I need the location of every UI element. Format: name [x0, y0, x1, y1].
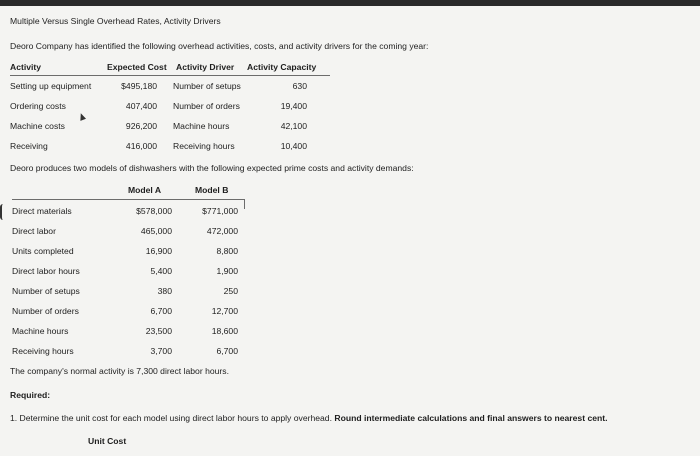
normal-activity-text: The company's normal activity is 7,300 direct labor hours. [10, 366, 229, 376]
model-b-value: 250 [223, 286, 238, 296]
activity-name: Machine costs [10, 121, 65, 131]
header-expected-cost: Expected Cost [107, 62, 167, 72]
model-b-value: 12,700 [211, 306, 238, 316]
models-intro-text: Deoro produces two models of dishwashers with the following expected prime costs and activity demands: [10, 163, 414, 173]
activity-capacity: 10,400 [280, 141, 307, 151]
header-activity-capacity: Activity Capacity [247, 62, 317, 72]
question-main: 1. Determine the unit cost for each model using direct labor hours to apply overhead. [10, 413, 332, 423]
activity-cost: 416,000 [125, 141, 157, 151]
activity-header-rule [10, 75, 330, 76]
model-a-value: 6,700 [150, 306, 172, 316]
activity-cost: 926,200 [125, 121, 157, 131]
header-model-b: Model B [195, 185, 229, 195]
model-b-value: $771,000 [202, 206, 238, 216]
activity-capacity: 42,100 [280, 121, 307, 131]
page-title: Multiple Versus Single Overhead Rates, Activity Drivers [10, 16, 221, 26]
unit-cost-label: Unit Cost [88, 436, 127, 446]
model-row-label: Units completed [12, 246, 74, 256]
model-row-label: Number of orders [12, 306, 79, 316]
activity-cost: 407,400 [125, 101, 157, 111]
activity-name: Ordering costs [10, 101, 66, 111]
header-activity-driver: Activity Driver [176, 62, 235, 72]
left-edge-mark [0, 204, 5, 220]
model-a-value: 3,700 [150, 346, 172, 356]
models-header-tick [244, 199, 245, 209]
activity-capacity: 19,400 [280, 101, 307, 111]
header-activity: Activity [10, 62, 42, 72]
model-a-value: 16,900 [145, 246, 172, 256]
model-b-value: 1,900 [216, 266, 238, 276]
activity-name: Receiving [10, 141, 48, 151]
model-row-label: Receiving hours [12, 346, 74, 356]
activity-driver: Number of setups [173, 81, 241, 91]
activity-name: Setting up equipment [10, 81, 92, 91]
mouse-cursor-icon [78, 112, 86, 121]
model-a-value: 380 [157, 286, 172, 296]
model-a-value: 23,500 [145, 326, 172, 336]
activity-driver: Number of orders [173, 101, 240, 111]
required-label: Required: [10, 390, 51, 400]
model-a-value: 5,400 [150, 266, 172, 276]
model-b-value: 6,700 [216, 346, 238, 356]
top-bar [0, 0, 700, 6]
question-text [10, 413, 608, 424]
activity-capacity: 630 [292, 81, 307, 91]
header-model-a: Model A [128, 185, 162, 195]
activity-driver: Receiving hours [173, 141, 235, 151]
model-b-value: 8,800 [216, 246, 238, 256]
intro-text: Deoro Company has identified the following overhead activities, costs, and activity drivers for the coming year: [10, 41, 429, 51]
model-a-value: $578,000 [136, 206, 172, 216]
model-row-label: Direct labor hours [12, 266, 80, 276]
model-b-value: 18,600 [211, 326, 238, 336]
model-row-label: Direct labor [12, 226, 56, 236]
model-row-label: Direct materials [12, 206, 72, 216]
model-row-label: Machine hours [12, 326, 69, 336]
activity-driver: Machine hours [173, 121, 230, 131]
model-a-value: 465,000 [140, 226, 172, 236]
model-row-label: Number of setups [12, 286, 80, 296]
models-header-rule [12, 199, 244, 200]
activity-cost: $495,180 [121, 81, 157, 91]
question-rounding-note: Round intermediate calculations and final answers to nearest cent. [334, 413, 608, 423]
model-b-value: 472,000 [206, 226, 238, 236]
